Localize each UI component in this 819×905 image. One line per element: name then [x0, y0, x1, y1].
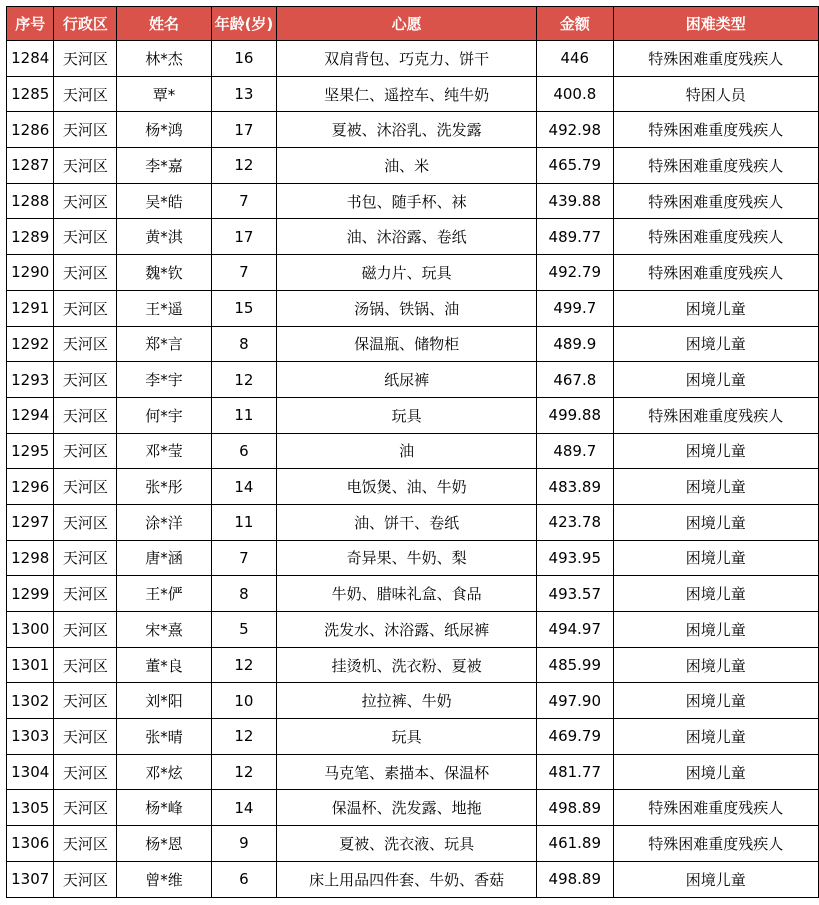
- cell-age[interactable]: 13: [211, 76, 277, 112]
- cell-serial[interactable]: 1305: [7, 790, 54, 826]
- cell-name[interactable]: 吴*皓: [117, 183, 211, 219]
- table-row: [7, 112, 819, 148]
- cell-serial[interactable]: 1292: [7, 326, 54, 362]
- col-header-name[interactable]: 姓名: [117, 7, 211, 41]
- cell-wish[interactable]: 床上用品四件套、牛奶、香菇: [277, 861, 537, 897]
- cell-name[interactable]: 何*宇: [117, 397, 211, 433]
- table-row: [7, 290, 819, 326]
- cell-wish[interactable]: 油、米: [277, 148, 537, 184]
- cell-amount[interactable]: 423.78: [537, 504, 613, 540]
- cell-wish[interactable]: 洗发水、沐浴露、纸尿裤: [277, 612, 537, 648]
- cell-serial[interactable]: 1285: [7, 76, 54, 112]
- cell-district[interactable]: 天河区: [54, 397, 117, 433]
- cell-amount[interactable]: 497.90: [537, 683, 613, 719]
- cell-age[interactable]: 7: [211, 255, 277, 291]
- cell-name[interactable]: 曾*维: [117, 861, 211, 897]
- cell-hardship-type[interactable]: 特困人员: [613, 76, 818, 112]
- cell-hardship-type[interactable]: 困境儿童: [613, 362, 818, 398]
- cell-amount[interactable]: 498.89: [537, 861, 613, 897]
- cell-age[interactable]: 17: [211, 112, 277, 148]
- cell-name[interactable]: 张*彤: [117, 469, 211, 505]
- cell-district[interactable]: 天河区: [54, 76, 117, 112]
- table-row: [7, 148, 819, 184]
- cell-age[interactable]: 5: [211, 612, 277, 648]
- cell-wish[interactable]: 磁力片、玩具: [277, 255, 537, 291]
- cell-hardship-type[interactable]: 特殊困难重度残疾人: [613, 183, 818, 219]
- cell-serial[interactable]: 1304: [7, 754, 54, 790]
- cell-hardship-type[interactable]: 困境儿童: [613, 469, 818, 505]
- table-row: [7, 790, 819, 826]
- cell-hardship-type[interactable]: 困境儿童: [613, 719, 818, 755]
- cell-hardship-type[interactable]: 困境儿童: [613, 754, 818, 790]
- col-header-amount[interactable]: 金额: [537, 7, 613, 41]
- cell-hardship-type[interactable]: 特殊困难重度残疾人: [613, 826, 818, 862]
- cell-wish[interactable]: 保温杯、洗发露、地拖: [277, 790, 537, 826]
- col-header-wish[interactable]: 心愿: [277, 7, 537, 41]
- table-row: [7, 469, 819, 505]
- cell-age[interactable]: 8: [211, 326, 277, 362]
- cell-district[interactable]: 天河区: [54, 469, 117, 505]
- cell-name[interactable]: 覃*: [117, 76, 211, 112]
- table-row: [7, 576, 819, 612]
- cell-serial[interactable]: 1286: [7, 112, 54, 148]
- cell-age[interactable]: 12: [211, 647, 277, 683]
- cell-serial[interactable]: 1284: [7, 41, 54, 77]
- cell-name[interactable]: 邓*莹: [117, 433, 211, 469]
- cell-hardship-type[interactable]: 特殊困难重度残疾人: [613, 41, 818, 77]
- cell-serial[interactable]: 1288: [7, 183, 54, 219]
- cell-amount[interactable]: 400.8: [537, 76, 613, 112]
- cell-serial[interactable]: 1296: [7, 469, 54, 505]
- cell-amount[interactable]: 483.89: [537, 469, 613, 505]
- cell-district[interactable]: 天河区: [54, 683, 117, 719]
- cell-hardship-type[interactable]: 困境儿童: [613, 683, 818, 719]
- table-row: [7, 612, 819, 648]
- table-row: [7, 754, 819, 790]
- cell-district[interactable]: 天河区: [54, 826, 117, 862]
- cell-serial[interactable]: 1294: [7, 397, 54, 433]
- cell-amount[interactable]: 485.99: [537, 647, 613, 683]
- cell-district[interactable]: 天河区: [54, 183, 117, 219]
- cell-hardship-type[interactable]: 困境儿童: [613, 647, 818, 683]
- cell-age[interactable]: 11: [211, 504, 277, 540]
- cell-hardship-type[interactable]: 特殊困难重度残疾人: [613, 148, 818, 184]
- cell-name[interactable]: 李*宇: [117, 362, 211, 398]
- cell-serial[interactable]: 1287: [7, 148, 54, 184]
- cell-wish[interactable]: 电饭煲、油、牛奶: [277, 469, 537, 505]
- table-row: [7, 861, 819, 897]
- cell-hardship-type[interactable]: 困境儿童: [613, 504, 818, 540]
- cell-serial[interactable]: 1303: [7, 719, 54, 755]
- cell-district[interactable]: 天河区: [54, 326, 117, 362]
- cell-district[interactable]: 天河区: [54, 41, 117, 77]
- cell-age[interactable]: 9: [211, 826, 277, 862]
- cell-age[interactable]: 12: [211, 719, 277, 755]
- col-header-serial[interactable]: 序号: [7, 7, 54, 41]
- cell-name[interactable]: 李*嘉: [117, 148, 211, 184]
- cell-name[interactable]: 张*晴: [117, 719, 211, 755]
- cell-amount[interactable]: 493.57: [537, 576, 613, 612]
- cell-hardship-type[interactable]: 困境儿童: [613, 861, 818, 897]
- cell-age[interactable]: 7: [211, 183, 277, 219]
- cell-age[interactable]: 6: [211, 433, 277, 469]
- cell-serial[interactable]: 1298: [7, 540, 54, 576]
- cell-age[interactable]: 6: [211, 861, 277, 897]
- table-row: [7, 183, 819, 219]
- col-header-hardship-type[interactable]: 困难类型: [613, 7, 818, 41]
- cell-name[interactable]: 邓*炫: [117, 754, 211, 790]
- table-row: [7, 219, 819, 255]
- cell-district[interactable]: 天河区: [54, 255, 117, 291]
- cell-name[interactable]: 王*俨: [117, 576, 211, 612]
- cell-name[interactable]: 杨*峰: [117, 790, 211, 826]
- cell-age[interactable]: 12: [211, 754, 277, 790]
- cell-district[interactable]: 天河区: [54, 112, 117, 148]
- cell-name[interactable]: 郑*言: [117, 326, 211, 362]
- cell-wish[interactable]: 牛奶、腊味礼盒、食品: [277, 576, 537, 612]
- table-row: [7, 76, 819, 112]
- cell-age[interactable]: 14: [211, 469, 277, 505]
- cell-age[interactable]: 7: [211, 540, 277, 576]
- cell-district[interactable]: 天河区: [54, 219, 117, 255]
- cell-serial[interactable]: 1300: [7, 612, 54, 648]
- cell-age[interactable]: 8: [211, 576, 277, 612]
- cell-name[interactable]: 杨*恩: [117, 826, 211, 862]
- cell-wish[interactable]: 油、沐浴露、卷纸: [277, 219, 537, 255]
- cell-hardship-type[interactable]: 特殊困难重度残疾人: [613, 219, 818, 255]
- table-row: [7, 826, 819, 862]
- cell-serial[interactable]: 1299: [7, 576, 54, 612]
- cell-serial[interactable]: 1290: [7, 255, 54, 291]
- cell-hardship-type[interactable]: 困境儿童: [613, 540, 818, 576]
- table-row: [7, 540, 819, 576]
- cell-age[interactable]: 12: [211, 148, 277, 184]
- cell-hardship-type[interactable]: 困境儿童: [613, 612, 818, 648]
- cell-hardship-type[interactable]: 特殊困难重度残疾人: [613, 790, 818, 826]
- cell-district[interactable]: 天河区: [54, 433, 117, 469]
- cell-district[interactable]: 天河区: [54, 754, 117, 790]
- cell-amount[interactable]: 446: [537, 41, 613, 77]
- cell-age[interactable]: 10: [211, 683, 277, 719]
- cell-amount[interactable]: 465.79: [537, 148, 613, 184]
- cell-amount[interactable]: 499.7: [537, 290, 613, 326]
- cell-amount[interactable]: 489.77: [537, 219, 613, 255]
- cell-serial[interactable]: 1302: [7, 683, 54, 719]
- cell-name[interactable]: 黄*淇: [117, 219, 211, 255]
- header-row: [7, 7, 819, 41]
- cell-serial[interactable]: 1307: [7, 861, 54, 897]
- cell-name[interactable]: 林*杰: [117, 41, 211, 77]
- cell-wish[interactable]: 玩具: [277, 397, 537, 433]
- cell-age[interactable]: 11: [211, 397, 277, 433]
- cell-amount[interactable]: 492.79: [537, 255, 613, 291]
- cell-age[interactable]: 17: [211, 219, 277, 255]
- cell-hardship-type[interactable]: 困境儿童: [613, 433, 818, 469]
- cell-serial[interactable]: 1293: [7, 362, 54, 398]
- cell-wish[interactable]: 汤锅、铁锅、油: [277, 290, 537, 326]
- cell-age[interactable]: 14: [211, 790, 277, 826]
- cell-serial[interactable]: 1306: [7, 826, 54, 862]
- cell-hardship-type[interactable]: 困境儿童: [613, 290, 818, 326]
- cell-district[interactable]: 天河区: [54, 504, 117, 540]
- table-row: [7, 719, 819, 755]
- cell-age[interactable]: 15: [211, 290, 277, 326]
- cell-district[interactable]: 天河区: [54, 362, 117, 398]
- wish-table: [6, 6, 819, 898]
- cell-wish[interactable]: 拉拉裤、牛奶: [277, 683, 537, 719]
- cell-amount[interactable]: 461.89: [537, 826, 613, 862]
- cell-district[interactable]: 天河区: [54, 861, 117, 897]
- table-row: [7, 683, 819, 719]
- cell-wish[interactable]: 书包、随手杯、袜: [277, 183, 537, 219]
- cell-amount[interactable]: 499.88: [537, 397, 613, 433]
- cell-hardship-type[interactable]: 特殊困难重度残疾人: [613, 112, 818, 148]
- cell-wish[interactable]: 夏被、洗衣液、玩具: [277, 826, 537, 862]
- table-row: [7, 647, 819, 683]
- cell-name[interactable]: 杨*鸿: [117, 112, 211, 148]
- cell-name[interactable]: 唐*涵: [117, 540, 211, 576]
- table-row: [7, 433, 819, 469]
- table-row: [7, 326, 819, 362]
- cell-name[interactable]: 董*良: [117, 647, 211, 683]
- table-row: [7, 504, 819, 540]
- cell-wish[interactable]: 双肩背包、巧克力、饼干: [277, 41, 537, 77]
- cell-serial[interactable]: 1301: [7, 647, 54, 683]
- cell-amount[interactable]: 492.98: [537, 112, 613, 148]
- cell-hardship-type[interactable]: 特殊困难重度残疾人: [613, 397, 818, 433]
- cell-amount[interactable]: 439.88: [537, 183, 613, 219]
- cell-amount[interactable]: 481.77: [537, 754, 613, 790]
- cell-amount[interactable]: 493.95: [537, 540, 613, 576]
- cell-wish[interactable]: 挂烫机、洗衣粉、夏被: [277, 647, 537, 683]
- cell-district[interactable]: 天河区: [54, 540, 117, 576]
- cell-age[interactable]: 12: [211, 362, 277, 398]
- table-row: [7, 255, 819, 291]
- table-row: [7, 362, 819, 398]
- cell-age[interactable]: 16: [211, 41, 277, 77]
- cell-amount[interactable]: 489.9: [537, 326, 613, 362]
- cell-district[interactable]: 天河区: [54, 290, 117, 326]
- table-row: [7, 41, 819, 77]
- cell-district[interactable]: 天河区: [54, 790, 117, 826]
- cell-district[interactable]: 天河区: [54, 647, 117, 683]
- cell-amount[interactable]: 489.7: [537, 433, 613, 469]
- cell-amount[interactable]: 498.89: [537, 790, 613, 826]
- cell-name[interactable]: 涂*洋: [117, 504, 211, 540]
- cell-amount[interactable]: 467.8: [537, 362, 613, 398]
- cell-wish[interactable]: 纸尿裤: [277, 362, 537, 398]
- table-row: [7, 397, 819, 433]
- cell-serial[interactable]: 1297: [7, 504, 54, 540]
- cell-name[interactable]: 魏*钦: [117, 255, 211, 291]
- cell-serial[interactable]: 1291: [7, 290, 54, 326]
- table-body: [7, 41, 819, 898]
- cell-name[interactable]: 王*遥: [117, 290, 211, 326]
- cell-wish[interactable]: 夏被、沐浴乳、洗发露: [277, 112, 537, 148]
- cell-district[interactable]: 天河区: [54, 148, 117, 184]
- cell-wish[interactable]: 坚果仁、遥控车、纯牛奶: [277, 76, 537, 112]
- cell-wish[interactable]: 玩具: [277, 719, 537, 755]
- cell-district[interactable]: 天河区: [54, 719, 117, 755]
- cell-hardship-type[interactable]: 困境儿童: [613, 576, 818, 612]
- col-header-district[interactable]: 行政区: [54, 7, 117, 41]
- wish-list-sheet: [6, 6, 819, 898]
- cell-amount[interactable]: 469.79: [537, 719, 613, 755]
- cell-wish[interactable]: 奇异果、牛奶、梨: [277, 540, 537, 576]
- col-header-age[interactable]: 年龄(岁): [211, 7, 277, 41]
- cell-hardship-type[interactable]: 特殊困难重度残疾人: [613, 255, 818, 291]
- cell-wish[interactable]: 保温瓶、储物柜: [277, 326, 537, 362]
- cell-hardship-type[interactable]: 困境儿童: [613, 326, 818, 362]
- cell-amount[interactable]: 494.97: [537, 612, 613, 648]
- cell-wish[interactable]: 油: [277, 433, 537, 469]
- cell-serial[interactable]: 1289: [7, 219, 54, 255]
- cell-name[interactable]: 宋*熹: [117, 612, 211, 648]
- cell-name[interactable]: 刘*阳: [117, 683, 211, 719]
- cell-wish[interactable]: 马克笔、素描本、保温杯: [277, 754, 537, 790]
- cell-wish[interactable]: 油、饼干、卷纸: [277, 504, 537, 540]
- cell-serial[interactable]: 1295: [7, 433, 54, 469]
- cell-district[interactable]: 天河区: [54, 612, 117, 648]
- cell-district[interactable]: 天河区: [54, 576, 117, 612]
